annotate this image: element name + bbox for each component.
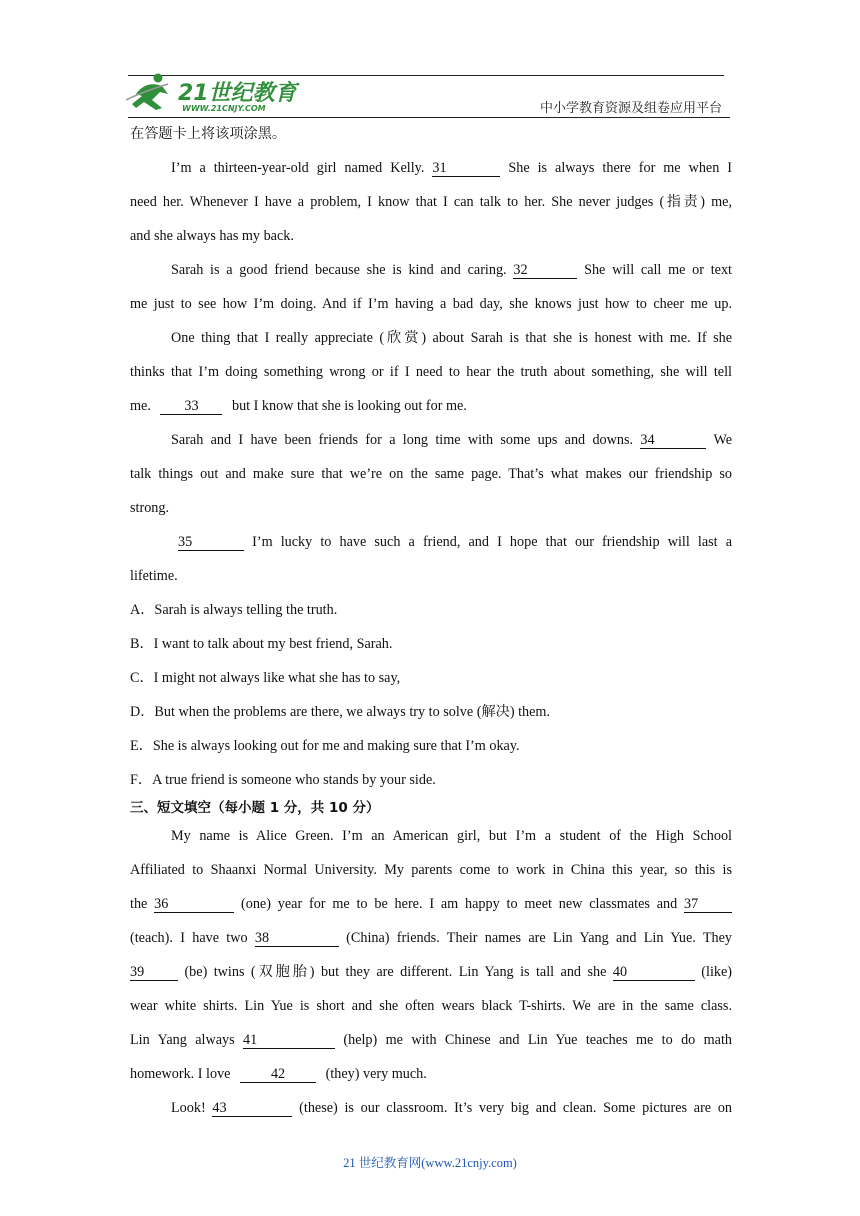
- logo-url: WWW.21CNJY.COM: [182, 104, 266, 113]
- text-line: lifetime.: [130, 568, 178, 584]
- platform-name: 中小学教育资源及组卷应用平台: [539, 100, 722, 115]
- text-line: 39 (be) twins (双胞胎) but they are different. Lin Yang is tall and she 40 (like): [130, 964, 733, 980]
- option-b: B．I want to talk about my best friend, Sarah.: [130, 636, 393, 652]
- text-line: One thing that I really appreciate (欣赏) about Sarah is that she is honest with me. If she: [171, 330, 732, 346]
- blank-35[interactable]: 35: [178, 534, 244, 551]
- blank-32[interactable]: 32: [513, 262, 577, 279]
- text-line: talk things out and make sure that we’re on the same page. That’s what makes our friendship so: [130, 466, 732, 482]
- blank-39[interactable]: 39: [130, 964, 178, 981]
- text-line: thinks that I’m doing something wrong or if I need to hear the truth about something, she will tell: [130, 364, 732, 380]
- section-title: 三、短文填空（每小题 1 分，共 10 分）: [130, 800, 380, 816]
- site-logo: [122, 70, 302, 114]
- text-line: strong.: [130, 500, 170, 516]
- text-line: Sarah is a good friend because she is kind and caring. 32 She will call me or text: [171, 262, 732, 278]
- blank-38[interactable]: 38: [255, 930, 339, 947]
- document-body: [130, 123, 732, 1131]
- text-line: wear white shirts. Lin Yue is short and she often wears black T-shirts. We are in the same class.: [130, 998, 732, 1014]
- blank-36[interactable]: 36: [154, 896, 234, 913]
- option-f: F．A true friend is someone who stands by your side.: [130, 772, 436, 788]
- logo-wordmark: 21世纪教育: [178, 81, 297, 106]
- blank-40[interactable]: 40: [613, 964, 695, 981]
- text-line: Look! 43 (these) is our classroom. It’s very big and clean. Some pictures are on: [171, 1100, 733, 1116]
- text-line: and she always has my back.: [130, 228, 294, 244]
- blank-34[interactable]: 34: [640, 432, 706, 449]
- text-line: (teach). I have two 38 (China) friends. Their names are Lin Yang and Lin Yue. They: [130, 930, 733, 946]
- text-line: me just to see how I’m doing. And if I’m having a bad day, she knows just how to cheer me up.: [130, 296, 732, 312]
- text-line: I’m a thirteen-year-old girl named Kelly. 31 She is always there for me when I: [171, 160, 733, 176]
- blank-31[interactable]: 31: [432, 160, 500, 177]
- blank-41[interactable]: 41: [243, 1032, 335, 1049]
- text-line: the 36 (one) year for me to be here. I am happy to meet new classmates and 37: [130, 893, 732, 927]
- text-line: My name is Alice Green. I’m an American girl, but I’m a student of the High School: [171, 828, 732, 844]
- option-d: D．But when the problems are there, we always try to solve (解决) them.: [130, 704, 551, 720]
- header-rule-bottom: [128, 117, 730, 118]
- text-line: Lin Yang always 41 (help) me with Chinese and Lin Yue teaches me to do math: [130, 1032, 732, 1048]
- text-line: 35 I’m lucky to have such a friend, and I hope that our friendship will last a: [178, 534, 732, 550]
- page-footer: 21 世纪教育网(www.21cnjy.com): [343, 1156, 517, 1170]
- text-line: need her. Whenever I have a problem, I know that I can talk to her. She never judges (指责) me,: [130, 194, 732, 210]
- blank-33[interactable]: 33: [160, 398, 222, 415]
- option-e: E．She is always looking out for me and making sure that I’m okay.: [130, 738, 520, 754]
- option-a: A．Sarah is always telling the truth.: [130, 602, 338, 618]
- blank-42[interactable]: 42: [240, 1066, 316, 1083]
- intro-line: 在答题卡上将该项涂黑。: [130, 126, 287, 142]
- blank-37[interactable]: 37: [684, 896, 732, 913]
- text-line: Sarah and I have been friends for a long time with some ups and downs. 34 We: [171, 432, 732, 448]
- blank-43[interactable]: 43: [212, 1100, 292, 1117]
- text-line: Affiliated to Shaanxi Normal University. My parents come to work in China this year, so this is: [130, 862, 732, 878]
- text-line: me. 33 but I know that she is looking out for me.: [130, 398, 467, 414]
- text-line: homework. I love 42 (they) very much.: [130, 1066, 427, 1082]
- option-c: C．I might not always like what she has to say,: [130, 670, 401, 686]
